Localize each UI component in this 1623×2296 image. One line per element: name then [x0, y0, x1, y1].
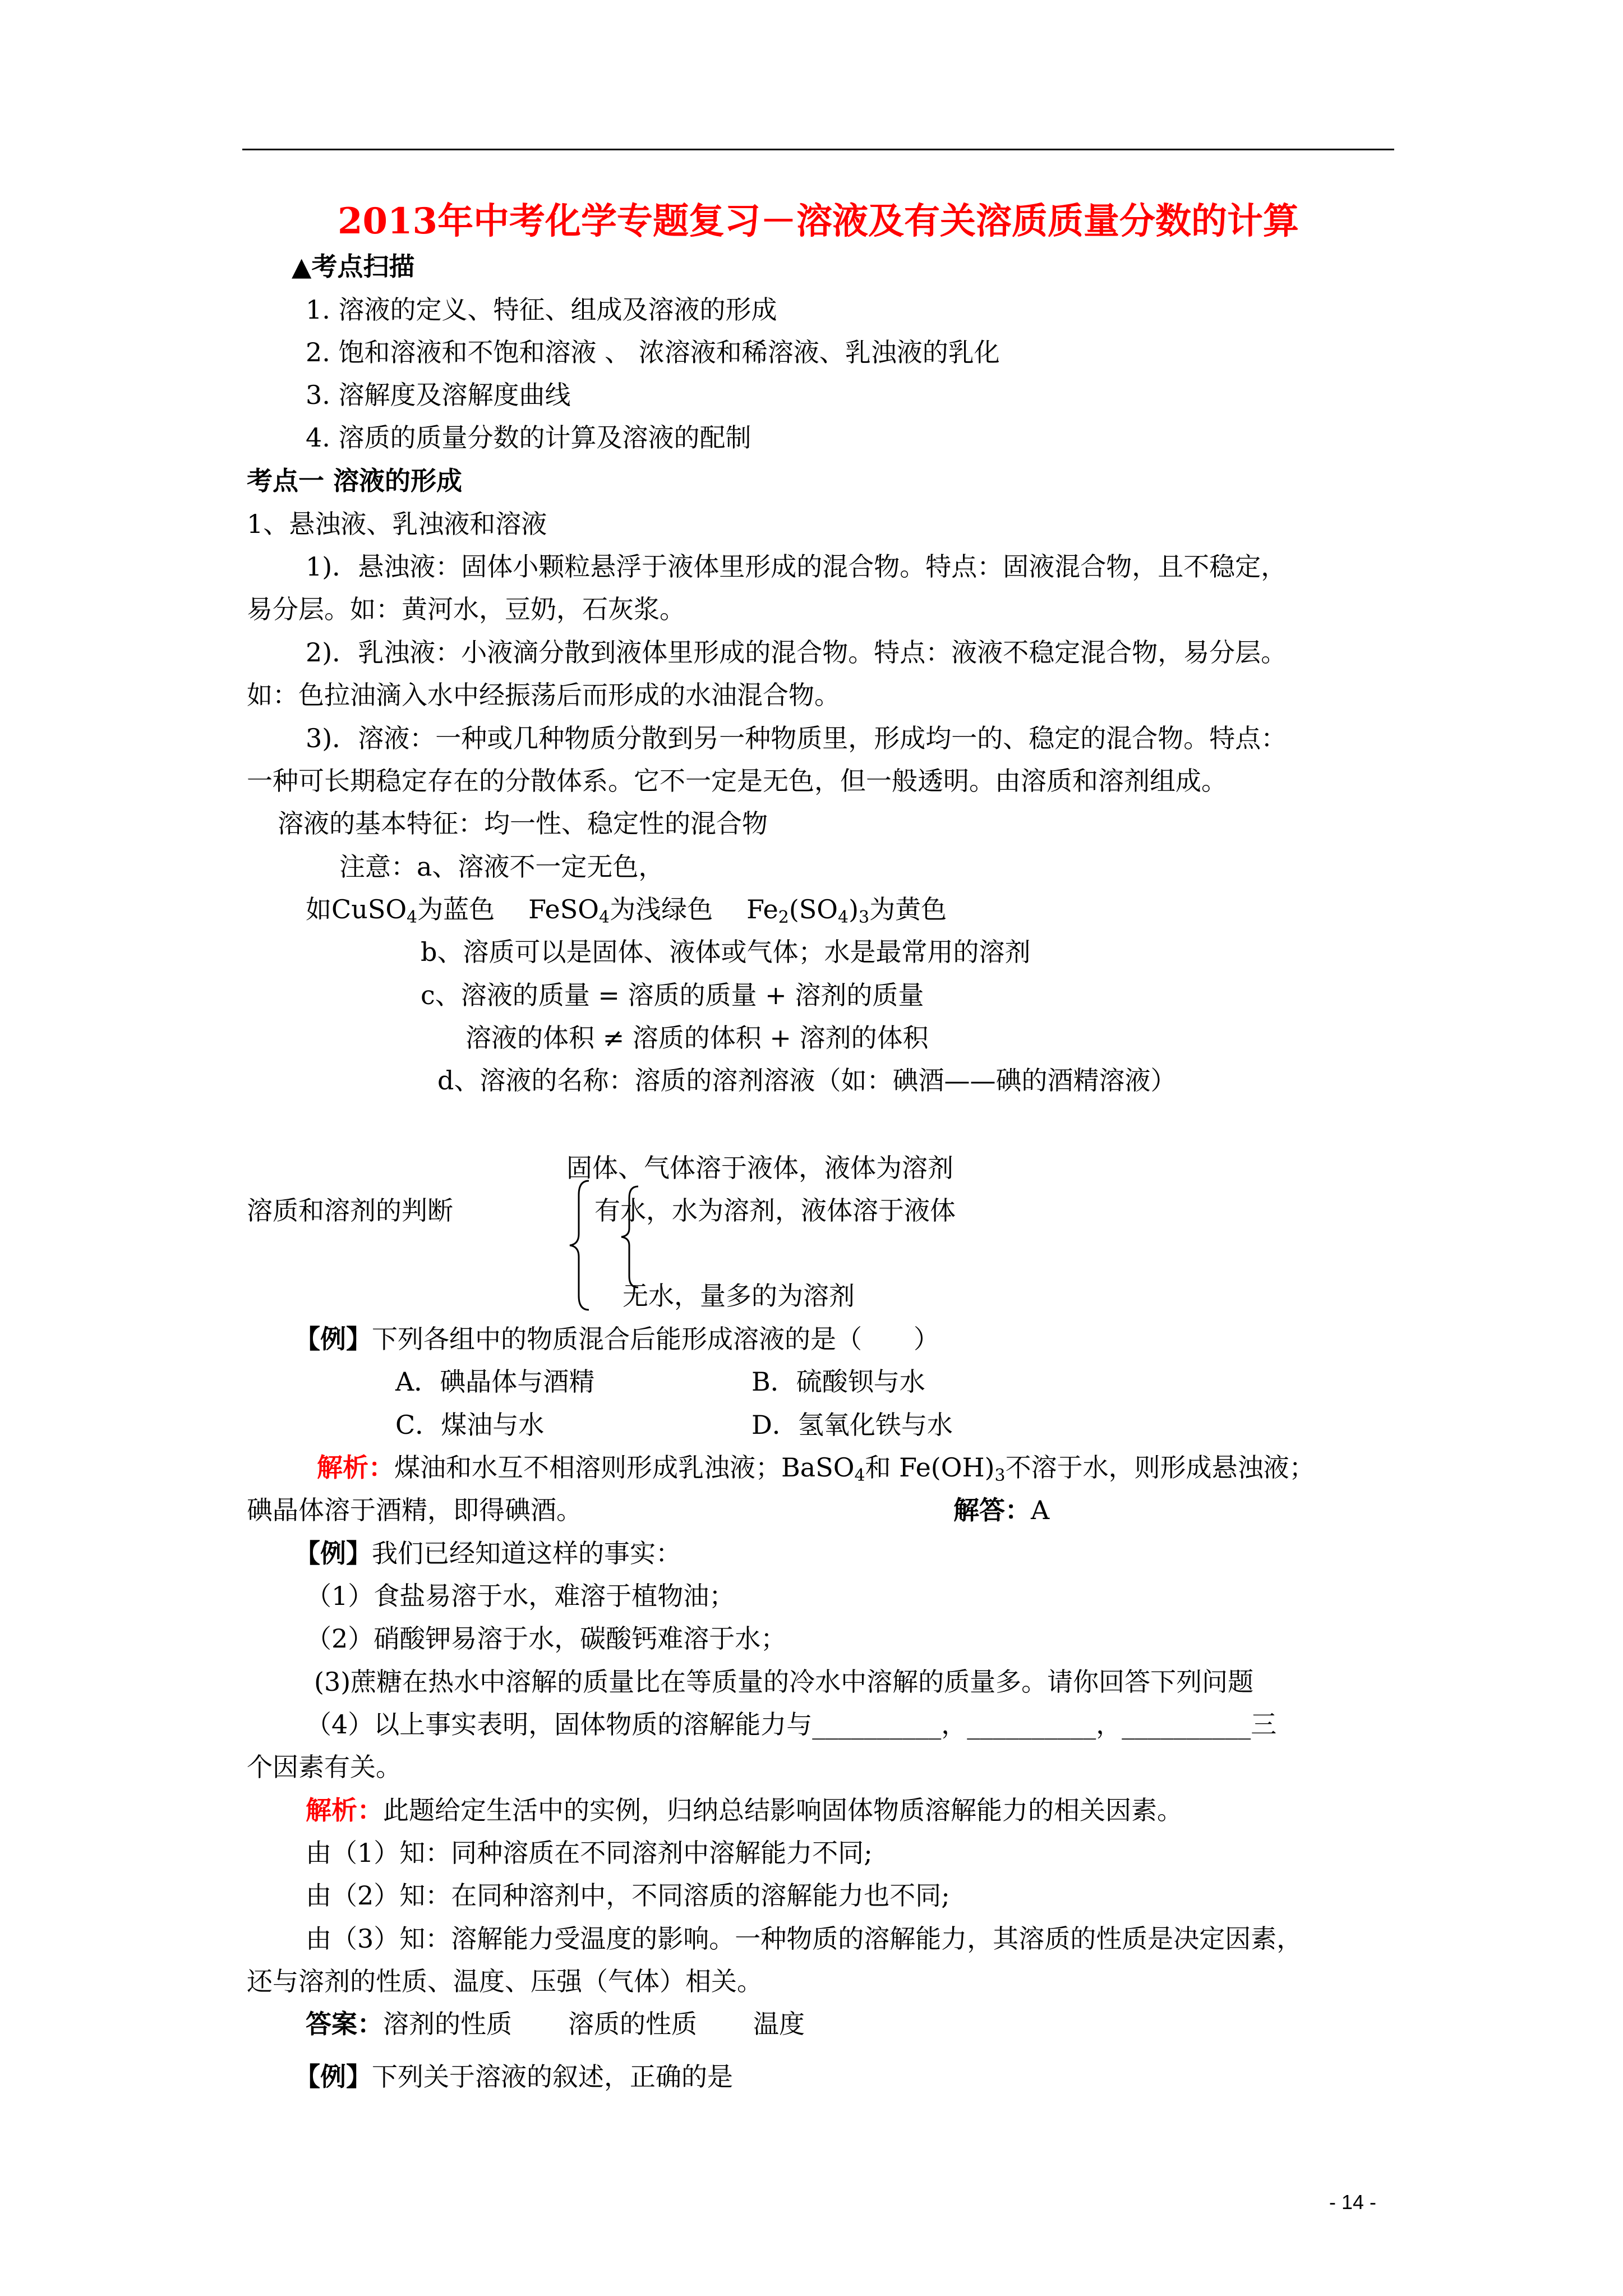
- example2-by-3b: 还与溶剂的性质、温度、压强（气体）相关。: [247, 1966, 763, 1996]
- note-b: b、溶质可以是固体、液体或气体；水是最常用的溶剂: [421, 937, 1031, 967]
- scan-heading: ▲考点扫描: [292, 251, 415, 282]
- para-suspension-1: 1)．悬浊液：固体小颗粒悬浮于液体里形成的混合物。特点：固液混合物，且不稳定，: [306, 551, 1287, 582]
- example2-by-1: 由（1）知：同种溶质在不同溶剂中溶解能力不同;: [306, 1838, 873, 1868]
- basic-feature: 溶液的基本特征：均一性、稳定性的混合物: [278, 808, 768, 839]
- page-title: 2013年中考化学专题复习－溶液及有关溶质质量分数的计算: [337, 200, 1299, 242]
- section1-heading: 考点一 溶液的形成: [247, 466, 463, 496]
- para-emulsion-2: 如：色拉油滴入水中经振荡后而形成的水油混合物。: [247, 680, 840, 710]
- example2-by-3a: 由（3）知：溶解能力受温度的影响。一种物质的溶解能力，其溶质的性质是决定因素，: [306, 1924, 1303, 1954]
- example1-analysis: 解析：煤油和水互不相溶则形成乳浊液；BaSO$_4$和 $Fe(OH)_3$不溶于水，则形成悬浊液；: [317, 1452, 1315, 1485]
- para-emulsion-1: 2)．乳浊液：小液滴分散到液体里形成的混合物。特点：液液不稳定混合物，易分层。: [306, 637, 1287, 668]
- judge-line-2: 有水，水为溶剂，液体溶于液体: [594, 1195, 956, 1226]
- example2-question-1: （4）以上事实表明，固体物质的溶解能力与__________，__________，__________三: [306, 1709, 1277, 1740]
- scan-item-4: 4. 溶质的质量分数的计算及溶液的配制: [306, 422, 751, 453]
- example2-by-2: 由（2）知：在同种溶剂中，不同溶质的溶解能力也不同;: [306, 1880, 950, 1911]
- example2-fact-3: (3)蔗糖在热水中溶解的质量比在等质量的冷水中溶解的质量多。请你回答下列问题: [314, 1667, 1254, 1697]
- example2-fact-1: （1）食盐易溶于水，难溶于植物油；: [306, 1581, 735, 1611]
- example3: 【例】下列关于溶液的叙述，正确的是: [294, 2062, 733, 2092]
- header-rule: [242, 149, 1394, 150]
- example2-question-2: 个因素有关。: [247, 1752, 402, 1782]
- example1-option-b: B．硫酸钡与水: [751, 1366, 925, 1397]
- example2-fact-2: （2）硝酸钾易溶于水，碳酸钙难溶于水；: [306, 1623, 787, 1654]
- scan-item-3: 3. 溶解度及溶解度曲线: [306, 380, 571, 410]
- example1: 【例】下列各组中的物质混合后能形成溶液的是（ ）: [294, 1324, 939, 1354]
- para-solution-1: 3)．溶液：一种或几种物质分散到另一种物质里，形成均一的、稳定的混合物。特点：: [306, 723, 1287, 753]
- judge-label: 溶质和溶剂的判断: [247, 1195, 453, 1226]
- para-suspension-2: 易分层。如：黄河水，豆奶，石灰浆。: [247, 594, 685, 624]
- judge-line-1: 固体、气体溶于液体，液体为溶剂: [566, 1153, 953, 1183]
- note-a: 注意：a、溶液不一定无色，: [339, 852, 665, 882]
- section1-sub1: 1、悬浊液、乳浊液和溶液: [247, 509, 547, 539]
- scan-item-2: 2. 饱和溶液和不饱和溶液 、 浓溶液和稀溶液、乳浊液的乳化: [306, 337, 1000, 367]
- example1-option-a: A．碘晶体与酒精: [395, 1366, 595, 1397]
- note-c2: 溶液的体积 ≠ 溶质的体积 + 溶剂的体积: [465, 1023, 929, 1053]
- judge-line-3: 无水，量多的为溶剂: [623, 1281, 855, 1311]
- example1-option-d: D．氢氧化铁与水: [751, 1410, 953, 1440]
- example1-analysis-2: 碘晶体溶于酒精，即得碘酒。: [247, 1495, 582, 1525]
- example1-answer: 解答：A: [953, 1495, 1050, 1525]
- note-d: d、溶液的名称：溶质的溶剂溶液（如：碘酒——碘的酒精溶液）: [437, 1065, 1177, 1096]
- example2-analysis: 解析：此题给定生活中的实例，归纳总结影响固体物质溶解能力的相关因素。: [306, 1795, 1183, 1825]
- example2-answer: 答案：溶剂的性质 溶质的性质 温度: [306, 2009, 805, 2039]
- para-solution-2: 一种可长期稳定存在的分散体系。它不一定是无色，但一般透明。由溶质和溶剂组成。: [247, 766, 1227, 796]
- outer-brace: [566, 1178, 600, 1313]
- scan-item-1: 1. 溶液的定义、特征、组成及溶液的形成: [306, 295, 777, 325]
- inner-brace: [617, 1184, 645, 1290]
- example2: 【例】我们已经知道这样的事实：: [294, 1538, 681, 1568]
- page-number: - 14 -: [1329, 2191, 1377, 2214]
- color-examples: 如CuSO$_4$为蓝色 FeSO$_4$为浅绿色 $Fe_2(SO_4)_3$为黄色: [306, 894, 947, 927]
- example1-option-c: C．煤油与水: [395, 1410, 545, 1440]
- note-c1: c、溶液的质量 = 溶质的质量 + 溶剂的质量: [421, 980, 924, 1010]
